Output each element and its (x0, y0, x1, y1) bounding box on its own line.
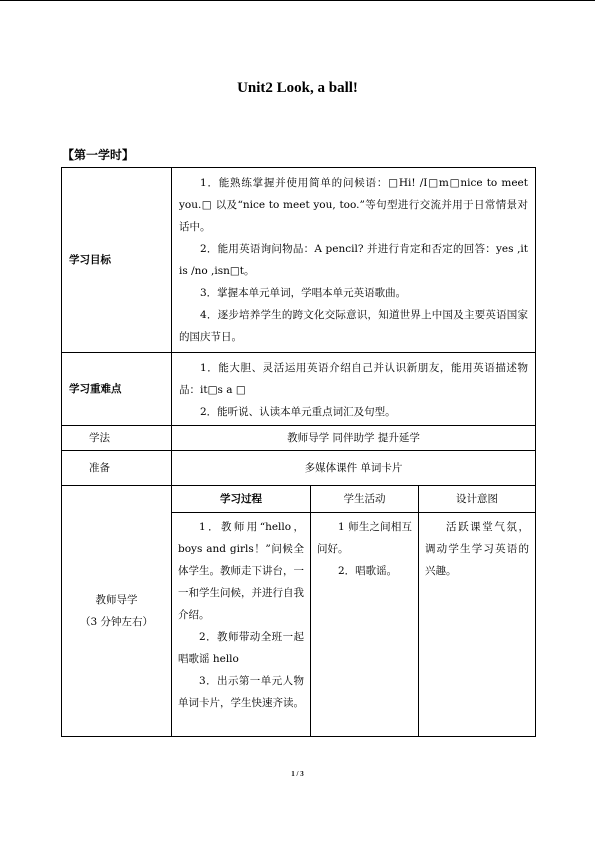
process-row (62, 486, 536, 737)
objectives-row (62, 168, 536, 353)
top-rule (0, 0, 595, 1)
key-point-item: 1．能大胆、灵活运用英语介绍自己并认识新朋友，能用英语描述物品：it□s a □ (179, 362, 528, 396)
objective-item: 3．掌握本单元单词，学唱本单元英语歌曲。 (200, 287, 407, 299)
section-title: 【第一学时】 (62, 148, 135, 162)
prep-row (62, 451, 536, 486)
objective-item: 1．能熟练掌握并使用简单的问候语：□Hi! /I□m□nice to meet you.□ 以及“nice to meet you, too.”等句型进行交流并用于日常情景对话中。 (179, 177, 528, 233)
header-process: 学习过程 (172, 486, 311, 513)
method-row (62, 426, 536, 451)
objectives-content (172, 168, 536, 353)
objectives-label: 学习目标 (62, 168, 172, 353)
process-step: 1．教师用“hello，boys and girls！”问候全体学生。教师走下讲台，一一和学生问候，并进行自我介绍。 (178, 521, 304, 621)
process-step: 2．教师带动全班一起唱歌谣 hello (178, 631, 304, 665)
key-points-row (62, 353, 536, 426)
header-student-activity: 学生活动 (311, 486, 419, 513)
process-row-label: 教师导学 (95, 594, 138, 606)
method-value: 教师导学 同伴助学 提升延学 (172, 426, 536, 451)
design-intent (419, 513, 536, 737)
prep-label: 准备 (62, 451, 172, 486)
method-label: 学法 (62, 426, 172, 451)
key-points-label: 学习重难点 (62, 353, 172, 426)
prep-value: 多媒体课件 单词卡片 (172, 451, 536, 486)
student-activities (311, 513, 419, 737)
lesson-plan-table (61, 167, 536, 737)
page-title: Unit2 Look, a ball! (237, 80, 358, 96)
key-point-item: 2．能听说、认读本单元重点词汇及句型。 (200, 406, 396, 418)
process-content (172, 486, 536, 737)
process-label-cell (62, 486, 172, 737)
student-activity: 1 师生之间相互问好。 (317, 521, 412, 555)
process-row-sublabel: （3 分钟左右） (79, 616, 154, 628)
process-body-row (172, 513, 535, 737)
objective-item: 2．能用英语询问物品：A pencil? 并进行肯定和否定的回答：yes ,it is /no ,isn□t。 (179, 243, 528, 277)
page-number: 1 / 3 (291, 770, 304, 778)
process-step: 3．出示第一单元人物单词卡片，学生快速齐读。 (178, 675, 304, 709)
key-points-content (172, 353, 536, 426)
process-inner-table (172, 486, 535, 736)
student-activity: 2．唱歌谣。 (338, 565, 398, 577)
design-intent-text: 活跃课堂气氛，调动学生学习英语的兴趣。 (425, 521, 529, 577)
header-design-intent: 设计意图 (419, 486, 536, 513)
process-steps (172, 513, 311, 737)
process-header-row (172, 486, 535, 513)
objective-item: 4．逐步培养学生的跨文化交际意识，知道世界上中国及主要英语国家的国庆节日。 (179, 309, 528, 343)
